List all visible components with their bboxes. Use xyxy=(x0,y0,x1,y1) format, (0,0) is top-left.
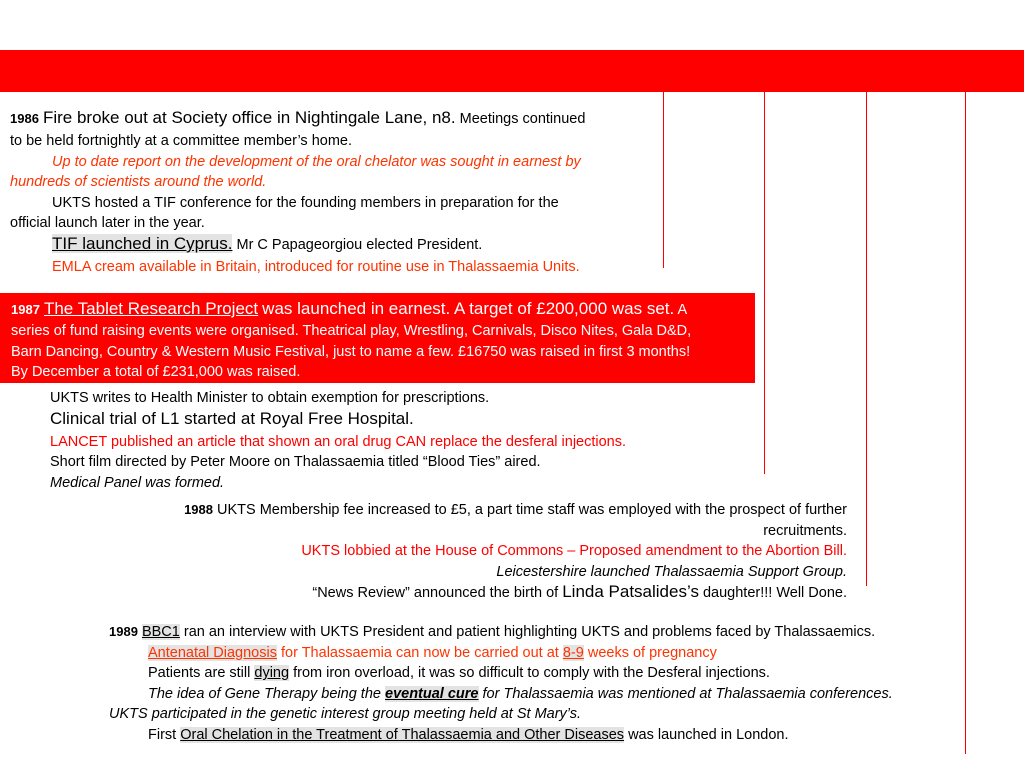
event-text: Medical Panel was formed. xyxy=(50,474,225,491)
entry-1987-highlight-box xyxy=(0,293,755,383)
event-text: EMLA cream available in Britain, introduced for routine use in Thalassaemia Units. xyxy=(52,258,580,275)
highlighted-text: dying xyxy=(254,665,290,682)
event-text: for Thalassaemia was mentioned at Thalassaemia conferences. xyxy=(482,685,893,702)
event-text: was launched in London. xyxy=(628,726,789,743)
highlighted-text: Oral Chelation in the Treatment of Thalassaemia and Other Diseases xyxy=(180,726,625,743)
event-text: Leicestershire launched Thalassaemia Support Group. xyxy=(496,563,847,580)
event-text: UKTS participated in the genetic interest group meeting held at St Mary’s. xyxy=(109,706,582,723)
entry-1988 xyxy=(87,500,847,605)
event-text: “News Review” announced the birth of xyxy=(312,585,559,602)
highlighted-text: TIF launched in Cyprus. xyxy=(52,233,233,253)
event-text: Short film directed by Peter Moore on Thalassaemia titled “Blood Ties” aired. xyxy=(50,454,541,471)
event-text: UKTS hosted a TIF conference for the founding members in preparation for the xyxy=(52,194,559,211)
event-text: A xyxy=(677,302,688,318)
event-text: LANCET published an article that shown an oral drug CAN replace the desferal injections. xyxy=(50,433,627,450)
event-text: ran an interview with UKTS President and patient highlighting UKTS and problems faced by Thalassaemics. xyxy=(183,624,876,640)
event-text: recruitments. xyxy=(763,522,847,539)
event-text: official launch later in the year. xyxy=(10,215,205,232)
highlighted-text: eventual cure xyxy=(385,685,479,702)
event-text: Patients are still xyxy=(148,665,251,682)
event-text: to be held fortnightly at a committee member’s home. xyxy=(10,133,352,149)
year-label: 1989 xyxy=(109,624,138,639)
event-text: was launched in earnest. A target of £200,000 was set. xyxy=(262,299,675,318)
header-bar xyxy=(0,50,1024,92)
event-text: Up to date report on the development of the oral chelator was sought in earnest by xyxy=(52,153,581,170)
highlighted-text: The Tablet Research Project xyxy=(43,299,259,318)
highlighted-text: Antenatal Diagnosis xyxy=(148,644,277,661)
entry-1986 xyxy=(10,108,585,278)
event-text: Clinical trial of L1 started at Royal Free Hospital. xyxy=(50,408,414,428)
entry-1989 xyxy=(109,622,893,746)
year-label: 1986 xyxy=(10,111,39,126)
timeline-line-4 xyxy=(965,92,966,754)
event-text: daughter!!! Well Done. xyxy=(702,585,847,602)
event-text: The idea of Gene Therapy being the xyxy=(148,685,381,702)
highlighted-text: 8-9 xyxy=(562,644,584,661)
year-label: 1988 xyxy=(184,502,213,517)
event-text: Mr C Papageorgiou elected President. xyxy=(236,236,483,253)
event-text: By December a total of £231,000 was raised. xyxy=(11,364,301,381)
event-text: UKTS lobbied at the House of Commons – Proposed amendment to the Abortion Bill. xyxy=(301,543,847,560)
event-text: UKTS Membership fee increased to £5, a part time staff was employed with the prospect of further xyxy=(217,502,847,518)
year-label: 1987 xyxy=(11,302,40,317)
event-text: UKTS writes to Health Minister to obtain exemption for prescriptions. xyxy=(50,390,490,406)
event-text: hundreds of scientists around the world. xyxy=(10,174,267,191)
timeline-line-3 xyxy=(866,92,867,586)
event-text: Meetings continued xyxy=(459,111,586,127)
event-text: Barn Dancing, Country & Western Music Festival, just to name a few. £16750 was raised in first 3 months! xyxy=(11,343,691,360)
event-text: First xyxy=(148,726,177,743)
event-text: from iron overload, it was so difficult to comply with the Desferal injections. xyxy=(293,665,770,682)
timeline-line-2 xyxy=(764,92,765,474)
timeline-line-1 xyxy=(663,92,664,268)
event-text: series of fund raising events were organised. Theatrical play, Wrestling, Carnivals, Disco Nites, Gala D&D, xyxy=(11,323,692,339)
entry-1987 xyxy=(50,388,626,493)
event-text: for Thalassaemia can now be carried out at xyxy=(281,644,559,661)
highlighted-text: BBC1 xyxy=(141,624,180,640)
highlighted-text: Linda Patsalides’s xyxy=(562,582,699,602)
event-text: weeks of pregnancy xyxy=(587,644,717,661)
event-text: Fire broke out at Society office in Nightingale Lane, n8. xyxy=(42,108,456,127)
